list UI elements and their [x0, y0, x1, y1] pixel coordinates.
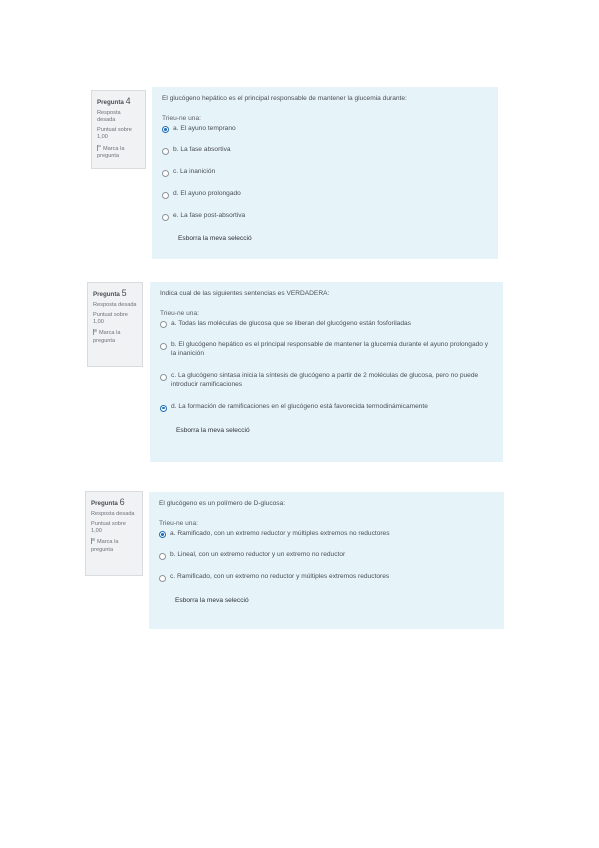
flag-icon — [91, 538, 96, 544]
status-text: Resposta desada — [93, 301, 137, 308]
radio-button[interactable] — [162, 170, 169, 177]
radio-button[interactable] — [162, 126, 169, 133]
radio-button[interactable] — [162, 192, 169, 199]
answer-option[interactable]: a. Ramificado, con un extremo reductor y múltiples extremos no reductores — [159, 530, 494, 539]
answer-prompt: Trieu-ne una: — [162, 114, 201, 122]
answer-option[interactable]: a. El ayuno temprano — [162, 125, 488, 134]
flag-question-link[interactable]: Marca la pregunta — [93, 330, 121, 344]
question-text: El glucógeno es un polímero de D-glucosa: — [159, 500, 286, 507]
question-content — [152, 87, 498, 259]
radio-button[interactable] — [160, 343, 167, 350]
answer-option[interactable]: c. La glucógeno sintasa inicia la síntesis de glucógeno a partir de 2 moléculas de glucosa, pero no puede introducir ramificaciones — [160, 372, 493, 390]
answer-option[interactable]: c. La inanición — [162, 168, 488, 177]
question-content — [149, 492, 504, 629]
radio-button[interactable] — [159, 531, 166, 538]
flag-icon — [97, 145, 102, 151]
radio-button[interactable] — [160, 374, 167, 381]
answer-option[interactable]: a. Todas las moléculas de glucosa que se liberan del glucógeno están fosforiladas — [160, 320, 493, 329]
status-text: Resposta desada — [91, 510, 135, 517]
status-text: Resposta desada — [97, 109, 121, 123]
answer-option[interactable]: c. Ramificado, con un extremo no reductor y múltiples extremos reductores — [159, 573, 494, 582]
answer-option[interactable]: d. La formación de ramificaciones en el glucógeno está favorecida termodinámicamente — [160, 403, 493, 412]
question-text: El glucógeno hepático es el principal responsable de mantener la glucemia durante: — [162, 95, 407, 102]
clear-selection-link[interactable]: Esborra la meva selecció — [176, 426, 250, 434]
question-info — [85, 491, 143, 576]
score-text: Puntuat sobre 1,00 — [93, 311, 128, 326]
flag-question-link[interactable]: Marca la pregunta — [97, 145, 125, 160]
radio-button[interactable] — [162, 214, 169, 221]
question-info — [91, 90, 146, 169]
radio-button[interactable] — [160, 321, 167, 328]
question-number: Pregunta 6 — [91, 497, 125, 507]
flag-question-link[interactable]: Marca la pregunta — [91, 539, 119, 553]
radio-button[interactable] — [159, 575, 166, 582]
question-number: Pregunta 5 — [93, 288, 127, 298]
answer-option[interactable]: b. La fase absortiva — [162, 146, 488, 155]
flag-icon — [93, 329, 98, 335]
question-info — [87, 282, 143, 367]
answer-option[interactable]: e. La fase post-absortiva — [162, 212, 488, 221]
radio-button[interactable] — [159, 553, 166, 560]
answer-prompt: Trieu-ne una: — [159, 519, 198, 527]
clear-selection-link[interactable]: Esborra la meva selecció — [175, 597, 249, 605]
question-text: Indica cual de las siguientes sentencias es VERDADERA: — [160, 290, 330, 297]
score-text: Puntuat sobre 1,00 — [97, 127, 132, 141]
question-number: Pregunta 4 — [97, 96, 131, 106]
radio-button[interactable] — [162, 148, 169, 155]
answer-option[interactable]: d. El ayuno prolongado — [162, 190, 488, 199]
answer-option[interactable]: b. El glucógeno hepático es el principal responsable de mantener la glucemia durante el ayuno prolongado y la inanición — [160, 341, 493, 359]
answer-prompt: Trieu-ne una: — [160, 309, 199, 317]
radio-button[interactable] — [160, 405, 167, 412]
clear-selection-link[interactable]: Esborra la meva selecció — [178, 235, 252, 243]
score-text: Puntuat sobre 1,00 — [91, 520, 126, 535]
question-content — [150, 282, 503, 462]
answer-option[interactable]: b. Lineal, con un extremo reductor y un extremo no reductor — [159, 551, 494, 560]
